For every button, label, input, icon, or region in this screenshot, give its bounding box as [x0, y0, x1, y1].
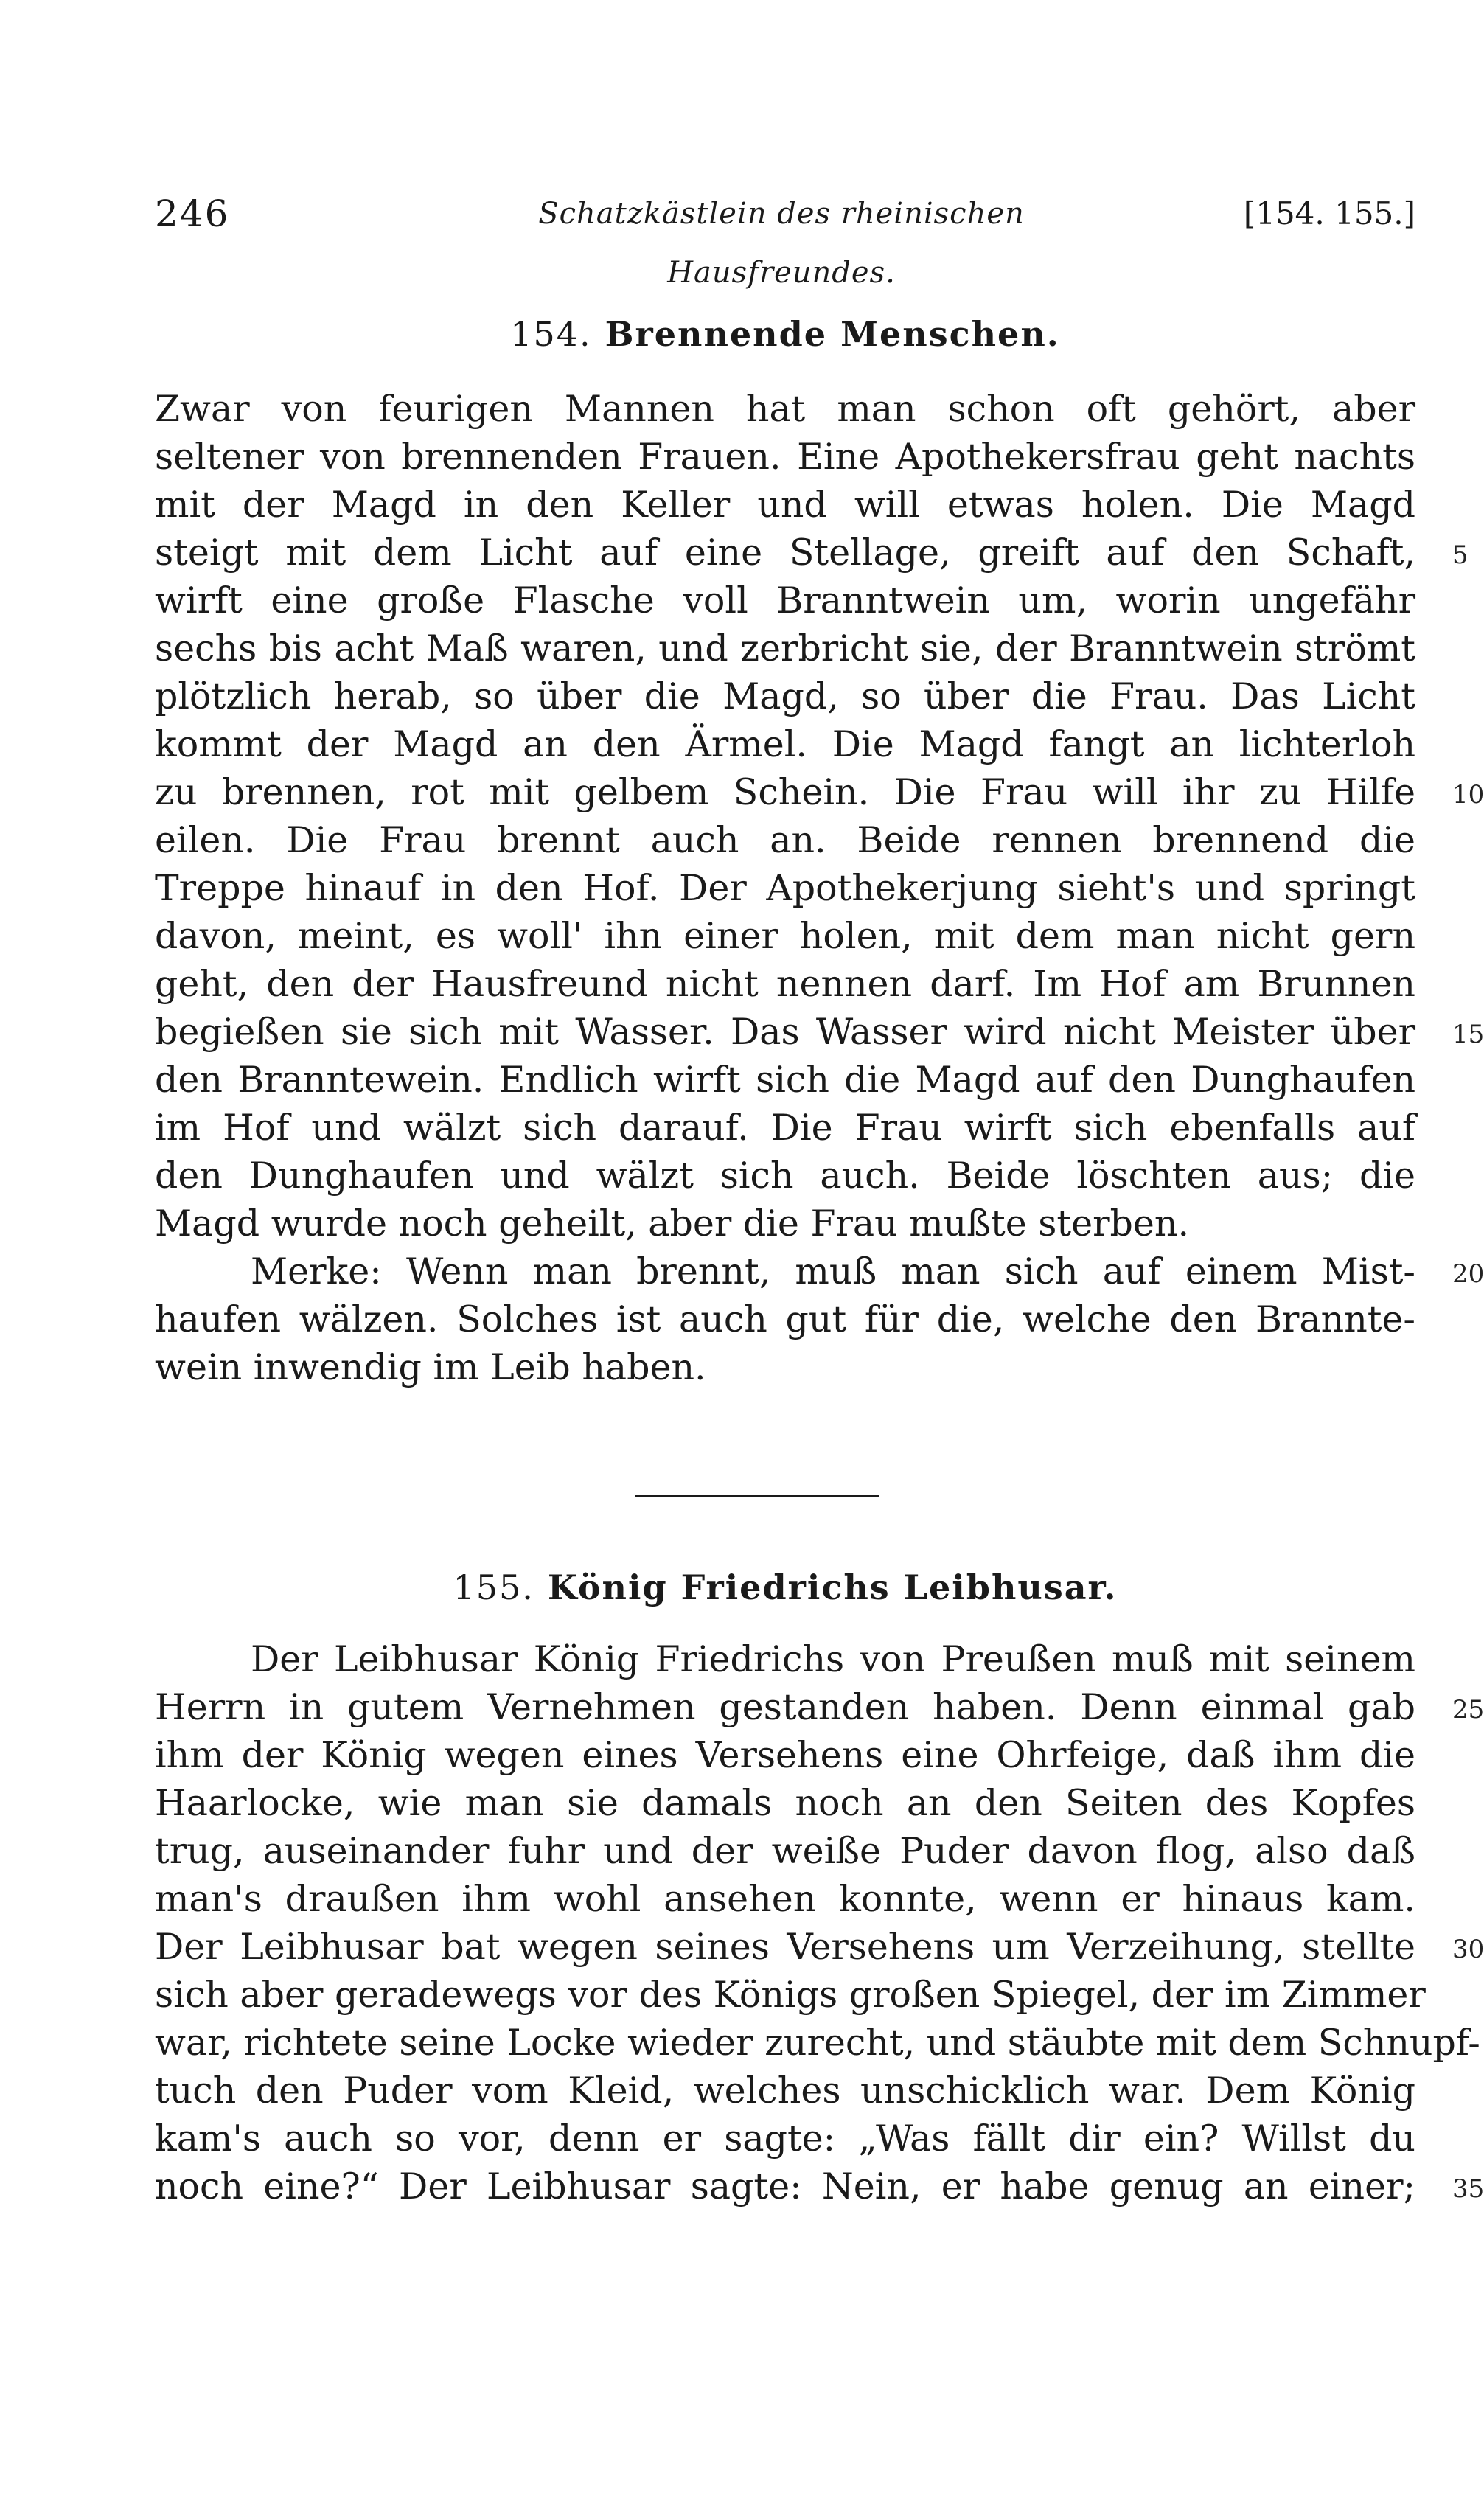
line-text: steigt mit dem Licht auf eine Stellage, greift auf den Schaft, [155, 532, 1415, 574]
text-line [155, 2067, 1415, 2115]
line-text: mit der Magd in den Keller und will etwas holen. Die Magd [155, 484, 1415, 526]
text-line [155, 1343, 1415, 1391]
section-body [155, 385, 1484, 1391]
section-number: 154. [510, 314, 592, 354]
section-heading: König Friedrichs Leibhusar. [547, 1567, 1118, 1607]
text-line [155, 672, 1415, 720]
text-line [155, 1683, 1484, 1731]
text-line [155, 864, 1415, 912]
text-line [155, 1971, 1426, 2019]
line-text: den Dunghaufen und wälzt sich auch. Beide löschten aus; die [155, 1155, 1415, 1197]
line-text: kam's auch so vor, denn er sagte: „Was fällt dir ein? Willst du [155, 2118, 1415, 2160]
page-header [155, 184, 1415, 290]
line-text: eilen. Die Frau brennt auch an. Beide rennen brennend die [155, 819, 1415, 861]
running-title: Schatzkästlein des rheinischen Hausfreundes. [538, 197, 1025, 290]
line-text: Haarlocke, wie man sie damals noch an den Seiten des Kopfes [155, 1782, 1415, 1824]
text-line [155, 1295, 1415, 1343]
line-text: noch eine?“ Der Leibhusar sagte: Nein, er habe genug an einer; [155, 2165, 1415, 2207]
line-text: Der Leibhusar bat wegen seines Versehens um Verzeihung, stellte [155, 1926, 1415, 1968]
line-text: zu brennen, rot mit gelbem Schein. Die Frau will ihr zu Hilfe [155, 771, 1415, 813]
line-text: Der Leibhusar König Friedrichs von Preußen muß mit seinem [251, 1638, 1415, 1680]
text-line [155, 529, 1469, 577]
line-text: sechs bis acht Maß waren, und zerbricht sie, der Branntwein strömt [155, 627, 1415, 669]
section-number: 155. [453, 1567, 534, 1607]
text-line [155, 385, 1415, 433]
line-text: wirft eine große Flasche voll Branntwein um, worin ungefähr [155, 580, 1415, 622]
section-title [155, 308, 1415, 360]
text-line [155, 1779, 1415, 1827]
section-body [155, 1635, 1484, 2210]
text-line [155, 433, 1415, 481]
text-line [155, 816, 1415, 864]
line-text: sich aber geradewegs vor des Königs großen Spiegel, der im Zimmer [155, 1974, 1426, 2016]
line-number: 30 [1452, 1935, 1484, 1964]
text-line [155, 1827, 1415, 1875]
text-line [155, 1635, 1415, 1683]
line-number: 15 [1452, 1020, 1484, 1049]
line-number: 5 [1452, 540, 1469, 570]
text-line [155, 624, 1415, 672]
line-number: 35 [1452, 2174, 1484, 2204]
line-text: seltener von brennenden Frauen. Eine Apothekersfrau geht nachts [155, 436, 1415, 478]
line-text: Zwar von feurigen Mannen hat man schon oft gehört, aber [155, 388, 1415, 430]
text-line [155, 768, 1484, 816]
line-text: Treppe hinauf in den Hof. Der Apothekerjung sieht's und springt [155, 867, 1415, 909]
line-text: ihm der König wegen eines Versehens eine Ohrfeige, daß ihm die [155, 1734, 1415, 1776]
text-line [155, 912, 1415, 960]
text-line [155, 2115, 1415, 2162]
section-title [155, 1562, 1415, 1613]
line-text: haufen wälzen. Solches ist auch gut für die, welche den Brannte- [155, 1298, 1415, 1340]
line-text: tuch den Puder vom Kleid, welches unschicklich war. Dem König [155, 2070, 1415, 2112]
line-text: geht, den der Hausfreund nicht nennen darf. Im Hof am Brunnen [155, 963, 1415, 1005]
text-line [155, 1104, 1415, 1152]
line-text: den Branntewein. Endlich wirft sich die Magd auf den Dunghaufen [155, 1059, 1415, 1101]
text-line [155, 1875, 1415, 1923]
page-number: 246 [155, 192, 230, 235]
text-line [155, 1248, 1484, 1295]
text-line [155, 577, 1415, 624]
line-text: Magd wurde noch geheilt, aber die Frau mußte sterben. [155, 1203, 1190, 1245]
text-line [155, 1008, 1484, 1056]
text-line [155, 1731, 1415, 1779]
section-heading: Brennende Menschen. [605, 314, 1060, 354]
line-number: 25 [1452, 1695, 1484, 1725]
line-text: wein inwendig im Leib haben. [155, 1346, 706, 1388]
text-line [155, 1923, 1484, 1971]
text-line [155, 2019, 1480, 2067]
line-text: Herrn in gutem Vernehmen gestanden haben. Denn einmal gab [155, 1686, 1415, 1728]
line-text: plötzlich herab, so über die Magd, so über die Frau. Das Licht [155, 675, 1415, 717]
line-text: davon, meint, es woll' ihn einer holen, mit dem man nicht gern [155, 915, 1415, 957]
text-line [155, 720, 1415, 768]
text-line [155, 2162, 1484, 2210]
section-range: [154. 155.] [1243, 195, 1415, 232]
line-text: kommt der Magd an den Ärmel. Die Magd fangt an lichterloh [155, 723, 1415, 765]
text-line [155, 1152, 1415, 1200]
section-divider [635, 1495, 879, 1497]
text-line [155, 1056, 1415, 1104]
line-text: trug, auseinander fuhr und der weiße Puder davon flog, also daß [155, 1830, 1415, 1872]
text-line [155, 1200, 1415, 1248]
line-text: im Hof und wälzt sich darauf. Die Frau wirft sich ebenfalls auf [155, 1107, 1415, 1149]
line-text: war, richtete seine Locke wieder zurecht, und stäubte mit dem Schnupf- [155, 2022, 1480, 2064]
line-number: 20 [1452, 1259, 1484, 1289]
text-line [155, 960, 1415, 1008]
text-line [155, 481, 1415, 529]
line-number: 10 [1452, 780, 1484, 810]
line-text: man's draußen ihm wohl ansehen konnte, wenn er hinaus kam. [155, 1878, 1415, 1920]
line-text: begießen sie sich mit Wasser. Das Wasser wird nicht Meister über [155, 1011, 1415, 1053]
line-text: Merke: Wenn man brennt, muß man sich auf einem Mist- [251, 1250, 1415, 1292]
